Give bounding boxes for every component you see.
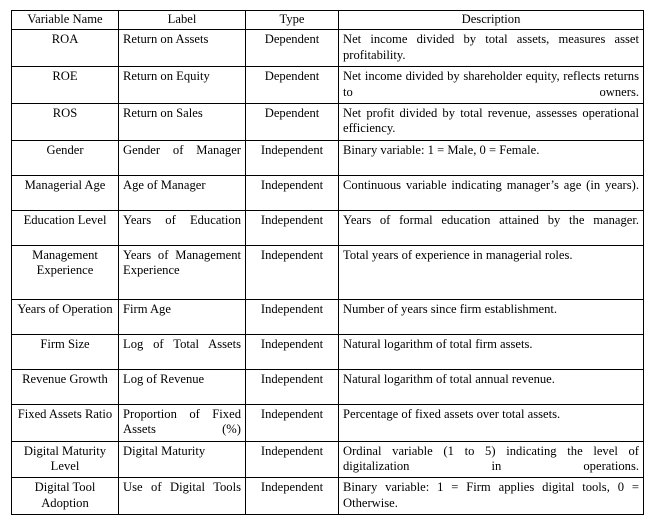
cell-label: Use of Digital Tools (119, 478, 246, 515)
table-row (12, 299, 644, 334)
table-row (12, 334, 644, 369)
cell-type: Independent (246, 140, 339, 175)
cell-type: Independent (246, 369, 339, 404)
table-row (12, 441, 644, 478)
cell-description: Continuous variable indicating manager’s age (in years). (339, 175, 644, 210)
cell-variable-name: Fixed Assets Ratio (12, 404, 119, 441)
cell-description: Natural logarithm of total annual revenue. (339, 369, 644, 404)
cell-variable-name: Education Level (12, 210, 119, 245)
cell-type: Independent (246, 404, 339, 441)
table-header-row (12, 11, 644, 30)
cell-description: Net profit divided by total revenue, assesses operational efficiency. (339, 104, 644, 141)
cell-description: Natural logarithm of total firm assets. (339, 334, 644, 369)
cell-variable-name: Gender (12, 140, 119, 175)
cell-label: Return on Sales (119, 104, 246, 141)
cell-description: Number of years since firm establishment. (339, 299, 644, 334)
cell-label: Years of Education (119, 210, 246, 245)
cell-label: Proportion of Fixed Assets (%) (119, 404, 246, 441)
cell-description: Binary variable: 1 = Male, 0 = Female. (339, 140, 644, 175)
cell-description: Total years of experience in managerial roles. (339, 245, 644, 299)
cell-type: Independent (246, 210, 339, 245)
cell-type: Dependent (246, 67, 339, 104)
cell-variable-name: Digital Tool Adoption (12, 478, 119, 515)
variable-table-container (11, 10, 643, 515)
table-row (12, 30, 644, 67)
table-row (12, 104, 644, 141)
cell-variable-name: Revenue Growth (12, 369, 119, 404)
cell-variable-name: Firm Size (12, 334, 119, 369)
table-body (12, 30, 644, 515)
cell-label: Firm Age (119, 299, 246, 334)
table-row (12, 67, 644, 104)
cell-type: Dependent (246, 104, 339, 141)
table-row (12, 369, 644, 404)
cell-label: Log of Revenue (119, 369, 246, 404)
cell-description: Net income divided by total assets, measures asset profitability. (339, 30, 644, 67)
cell-description: Binary variable: 1 = Firm applies digital tools, 0 = Otherwise. (339, 478, 644, 515)
cell-label: Years of Management Experience (119, 245, 246, 299)
cell-variable-name: ROE (12, 67, 119, 104)
cell-description: Net income divided by shareholder equity, reflects returns to owners. (339, 67, 644, 104)
cell-type: Independent (246, 245, 339, 299)
cell-type: Independent (246, 478, 339, 515)
cell-label: Return on Assets (119, 30, 246, 67)
cell-label: Gender of Manager (119, 140, 246, 175)
cell-variable-name: ROS (12, 104, 119, 141)
cell-label: Age of Manager (119, 175, 246, 210)
cell-type: Independent (246, 299, 339, 334)
table-row (12, 175, 644, 210)
cell-type: Independent (246, 441, 339, 478)
cell-type: Independent (246, 175, 339, 210)
cell-variable-name: Years of Operation (12, 299, 119, 334)
table-row (12, 140, 644, 175)
table-header (12, 11, 644, 30)
cell-label: Digital Maturity (119, 441, 246, 478)
cell-label: Return on Equity (119, 67, 246, 104)
table-row (12, 404, 644, 441)
column-header-variable-name: Variable Name (12, 11, 119, 30)
cell-variable-name: Digital Maturity Level (12, 441, 119, 478)
column-header-description: Description (339, 11, 644, 30)
table-row (12, 245, 644, 299)
column-header-label: Label (119, 11, 246, 30)
cell-description: Ordinal variable (1 to 5) indicating the level of digitalization in operations. (339, 441, 644, 478)
column-header-type: Type (246, 11, 339, 30)
cell-type: Independent (246, 334, 339, 369)
cell-label: Log of Total Assets (119, 334, 246, 369)
cell-variable-name: Managerial Age (12, 175, 119, 210)
variable-definition-table (11, 10, 644, 515)
cell-variable-name: Management Experience (12, 245, 119, 299)
table-row (12, 210, 644, 245)
table-row (12, 478, 644, 515)
cell-variable-name: ROA (12, 30, 119, 67)
cell-description: Percentage of fixed assets over total assets. (339, 404, 644, 441)
cell-type: Dependent (246, 30, 339, 67)
cell-description: Years of formal education attained by the manager. (339, 210, 644, 245)
